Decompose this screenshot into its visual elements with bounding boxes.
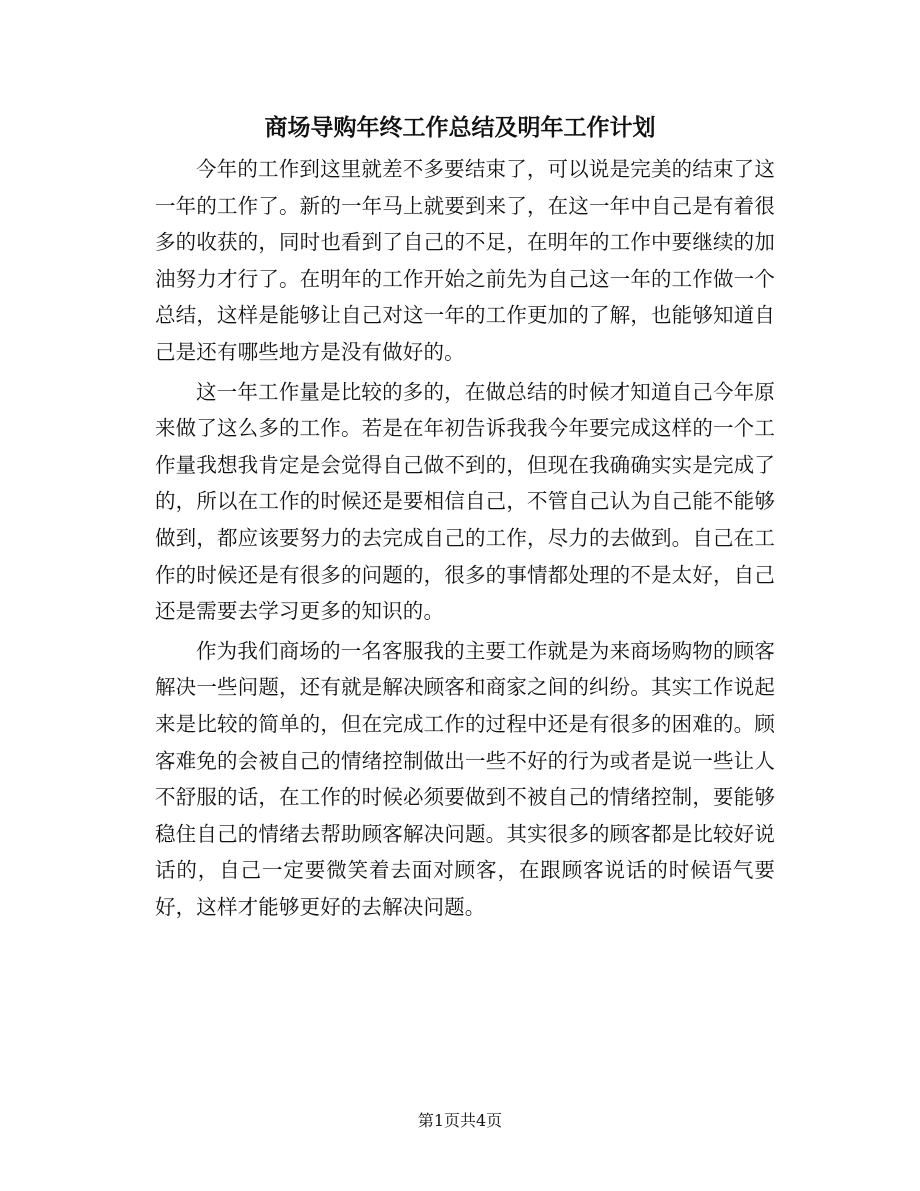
paragraph-1: 今年的工作到这里就差不多要结束了，可以说是完美的结束了这一年的工作了。新的一年马上就要到来了，在这一年中自己是有着很多的收获的，同时也看到了自己的不足，在明年的工作中要继续的加油努力才行了。在明年的工作开始之前先为自己这一年的工作做一个总结，这样是能够让自己对这一年的工作更加的了解，也能够知道自己是还有哪些地方是没有做好的。 [155,157,775,364]
paragraph-3: 作为我们商场的一名客服我的主要工作就是为来商场购物的顾客解决一些问题，还有就是解决顾客和商家之间的纠纷。其实工作说起来是比较的简单的，但在完成工作的过程中还是有很多的困难的。顾客难免的会被自己的情绪控制做出一些不好的行为或者是说一些让人不舒服的话，在工作的时候必须要做到不被自己的情绪控制，要能够稳住自己的情绪去帮助顾客解决问题。其实很多的顾客都是比较好说话的，自己一定要微笑着去面对顾客，在跟顾客说话的时候语气要好，这样才能够更好的去解决问题。 [155,638,775,919]
document-body [155,151,775,925]
page-title: 商场导购年终工作总结及明年工作计划 [264,114,656,141]
paragraph-2: 这一年工作量是比较的多的，在做总结的时候才知道自己今年原来做了这么多的工作。若是在年初告诉我我今年要完成这样的一个工作量我想我肯定是会觉得自己做不到的，但现在我确确实实是完成了的，所以在工作的时候还是要相信自己，不管自己认为自己能不能够做到，都应该要努力的去完成自己的工作，尽力的去做到。自己在工作的时候还是有很多的问题的，很多的事情都处理的不是太好，自己还是需要去学习更多的知识的。 [155,379,775,624]
page-number-footer: 第1页共4页 [417,1111,503,1130]
